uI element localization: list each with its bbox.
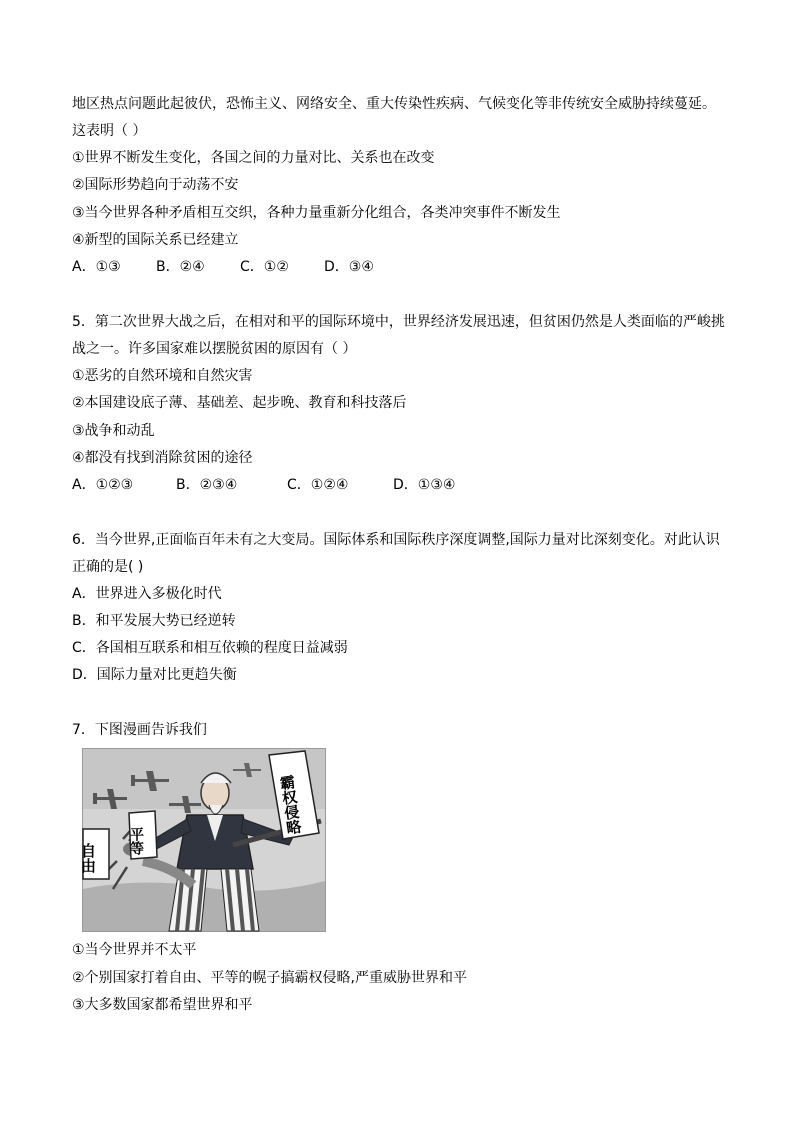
q4-option-c[interactable]: C．①② bbox=[240, 259, 289, 275]
q5-item-2: ②本国建设底子薄、基础差、起步晚、教育和科技落后 bbox=[72, 395, 407, 411]
q4-options bbox=[72, 255, 392, 279]
q7-item-3: ③大多数国家都希望世界和平 bbox=[72, 997, 253, 1013]
q6-option-b[interactable]: B．和平发展大势已经逆转 bbox=[72, 613, 236, 629]
q6-option-d[interactable]: D．国际力量对比更趋失衡 bbox=[72, 667, 237, 683]
q4-item-4: ④新型的国际关系已经建立 bbox=[72, 232, 239, 248]
sign-equality bbox=[128, 811, 157, 859]
q4-item-3: ③当今世界各种矛盾相互交织，各种力量重新分化组合，各类冲突事件不断发生 bbox=[72, 205, 561, 221]
sign-equality-text: 平等 bbox=[128, 827, 144, 855]
q5-item-3: ③战争和动乱 bbox=[72, 423, 155, 439]
q4-option-a[interactable]: A．①③ bbox=[72, 259, 121, 275]
q5-item-4: ④都没有找到消除贫困的途径 bbox=[72, 450, 253, 466]
q6-stem-line1: 6．当今世界,正面临百年未有之大变局。国际体系和国际秩序深度调整,国际力量对比深刻变化。对此认识 bbox=[72, 532, 720, 548]
q5-stem-line1: 5．第二次世界大战之后，在相对和平的国际环境中，世界经济发展迅速，但贫困仍然是人类面临的严峻挑 bbox=[72, 314, 725, 330]
q4-stem-line2: 这表明（ ） bbox=[72, 123, 147, 139]
q4-option-b[interactable]: B．②④ bbox=[156, 259, 205, 275]
political-cartoon-image bbox=[79, 748, 326, 932]
q5-option-b[interactable]: B．②③④ bbox=[176, 477, 238, 493]
q5-option-d[interactable]: D．①③④ bbox=[393, 477, 456, 493]
q7-item-1: ①当今世界并不太平 bbox=[72, 942, 197, 958]
q4-item-2: ②国际形势趋向于动荡不安 bbox=[72, 177, 239, 193]
cartoon-illustration bbox=[79, 749, 325, 931]
q6-option-c[interactable]: C．各国相互联系和相互依赖的程度日益减弱 bbox=[72, 640, 348, 656]
q5-item-1: ①恶劣的自然环境和自然灾害 bbox=[72, 368, 253, 384]
sign-freedom-text: 自由 bbox=[79, 843, 97, 873]
q4-item-1: ①世界不断发生变化，各国之间的力量对比、关系也在改变 bbox=[72, 150, 435, 166]
q7-item-2: ②个别国家打着自由、平等的幌子搞霸权侵略,严重威胁世界和平 bbox=[72, 970, 467, 986]
sign-freedom bbox=[79, 829, 109, 879]
sign-hegemony-text: 霸权侵略 bbox=[277, 773, 304, 836]
q6-option-a[interactable]: A．世界进入多极化时代 bbox=[72, 586, 222, 602]
q4-stem-line1: 地区热点问题此起彼伏，恐怖主义、网络安全、重大传染性疾病、气候变化等非传统安全威胁持续蔓延。 bbox=[72, 96, 716, 112]
q7-stem: 7．下图漫画告诉我们 bbox=[72, 722, 207, 738]
q6-stem-line2: 正确的是( ) bbox=[72, 559, 144, 575]
q4-option-d[interactable]: D．③④ bbox=[324, 259, 374, 275]
q5-options bbox=[72, 473, 492, 497]
q5-stem-line2: 战之一。许多国家难以摆脱贫困的原因有（ ） bbox=[72, 341, 357, 357]
q5-option-a[interactable]: A．①②③ bbox=[72, 477, 134, 493]
q5-option-c[interactable]: C．①②④ bbox=[287, 477, 349, 493]
